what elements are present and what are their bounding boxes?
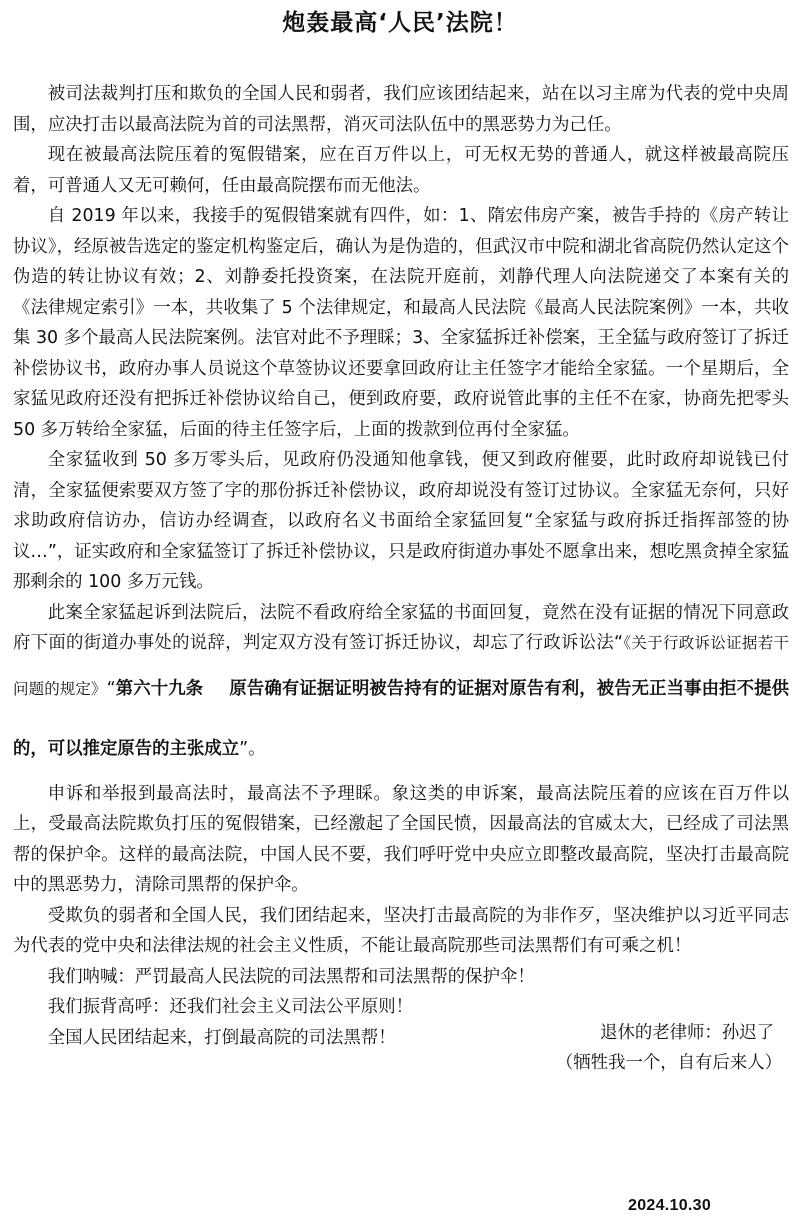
paragraph-4: 全家猛收到 50 多万零头后，见政府仍没通知他拿钱，便又到政府催要，此时政府却说钱已付清，全家猛便索要双方签了字的那份拆迁补偿协议，政府却说没有签订过协议。全家猛无奈何，只好求助政府信访办，信访办经调查，以政府名义书面给全家猛回复“全家猛与政府拆迁指挥部签的协议…”，证实政府和全家猛签订了拆迁补偿协议，只是政府街道办事处不愿拿出来，想吃黑贪掉全家猛那剩余的 100 多万元钱。 bbox=[13, 450, 789, 592]
paragraph-1: 被司法裁判打压和欺负的全国人民和弱者，我们应该团结起来，站在以习主席为代表的党中央周围，应决打击以最高法院为首的司法黑帮，消灭司法队伍中的黑恶势力为己任。 bbox=[13, 84, 789, 135]
quote-close: ”。 bbox=[239, 738, 266, 759]
signature-motto: （牺牲我一个，自有后来人） bbox=[555, 1053, 782, 1073]
signature-block bbox=[556, 1018, 782, 1078]
signature-name: 退休的老律师：孙迟了 bbox=[600, 1023, 774, 1043]
paragraph-case bbox=[13, 598, 789, 779]
quote-open: “ bbox=[106, 678, 116, 699]
slogan-3: 全国人民团结起来，打倒最高院的司法黑帮！ bbox=[47, 1027, 396, 1048]
paragraph-2: 现在被最高法院压着的冤假错案，应在百万件以上，可无权无势的普通人，就这样被最高院压着，可普通人又无可赖何，任由最高院摆布而无他法。 bbox=[13, 145, 789, 196]
article-number: 第六十九条 bbox=[115, 678, 204, 699]
document-date: 2024.10.30 bbox=[628, 1197, 712, 1214]
slogan-1: 我们呐喊：严罚最高人民法院的司法黑帮和司法黑帮的保护伞！ bbox=[47, 966, 535, 987]
slogan-2: 我们振背高呼：还我们社会主义司法公平原则！ bbox=[47, 997, 414, 1017]
article-rule-text: 原告确有证据证明被告持有的证据对原告有利，被告无正当事由拒不提供的，可以推定原告的主张成立 bbox=[13, 678, 789, 759]
paragraph-5: 申诉和举报到最高法时，最高法不予理睬。象这类的申诉案，最高法院压着的应该在百万件以上，受最高法院欺负打压的冤假错案，已经激起了全国民愤，因最高法的官威太大，已经成了司法黑帮的保护伞。这样的最高法院，中国人民不要，我们呼吁党中央应立即整改最高院，坚决打击最高院中的黑恶势力，清除司黑帮的保护伞。 bbox=[13, 783, 789, 895]
case-text: 此案全家猛起诉到法院后，法院不看政府给全家猛的书面回复，竟然在没有证据的情况下同意政府下面的街道办事处的说辞，判定双方没有签订拆迁协议，却忘了行政诉讼法“ bbox=[13, 602, 789, 653]
paragraph-3: 自 2019 年以来，我接手的冤假错案就有四件，如：1、隋宏伟房产案，被告手持的《房产转让协议》，经原被告选定的鉴定机构鉴定后，确认为是伪造的，但武汉市中院和湖北省高院仍然认定这个伪造的转让协议有效；2、刘静委托投资案，在法院开庭前，刘静代理人向法院递交了本案有关的《法律规定索引》一本，共收集了 5 个法律规定，和最高人民法院《最高人民法院案例》一本，共收集 30 多个最高人民法院案例。法官对此不予理睬；3、全家猛拆迁补偿案，王全猛与政府签订了拆迁补偿协议书，政府办事人员说这个草签协议还要拿回政府让主任签字才能给全家猛。一个星期后，全家猛见政府还没有把拆迁补偿协议给自己，便到政府要，政府说管此事的主任不在家，协商先把零头 50 多万转给全家猛，后面的待主任签字后，上面的拨款到位再付全家猛。 bbox=[13, 206, 789, 440]
paragraph-6: 受欺负的弱者和全国人民，我们团结起来，坚决打击最高院的为非作歹，坚决维护以习近平同志为代表的党中央和法律法规的社会主义性质，不能让最高院那些司法黑帮们有可乘之机！ bbox=[13, 905, 789, 956]
document-body bbox=[13, 79, 789, 1053]
regulation-citation: 《关于行政诉讼证据若干问题的规定》 bbox=[13, 634, 789, 698]
document-title: 炮轰最高‘人民’法院！ bbox=[282, 10, 518, 36]
